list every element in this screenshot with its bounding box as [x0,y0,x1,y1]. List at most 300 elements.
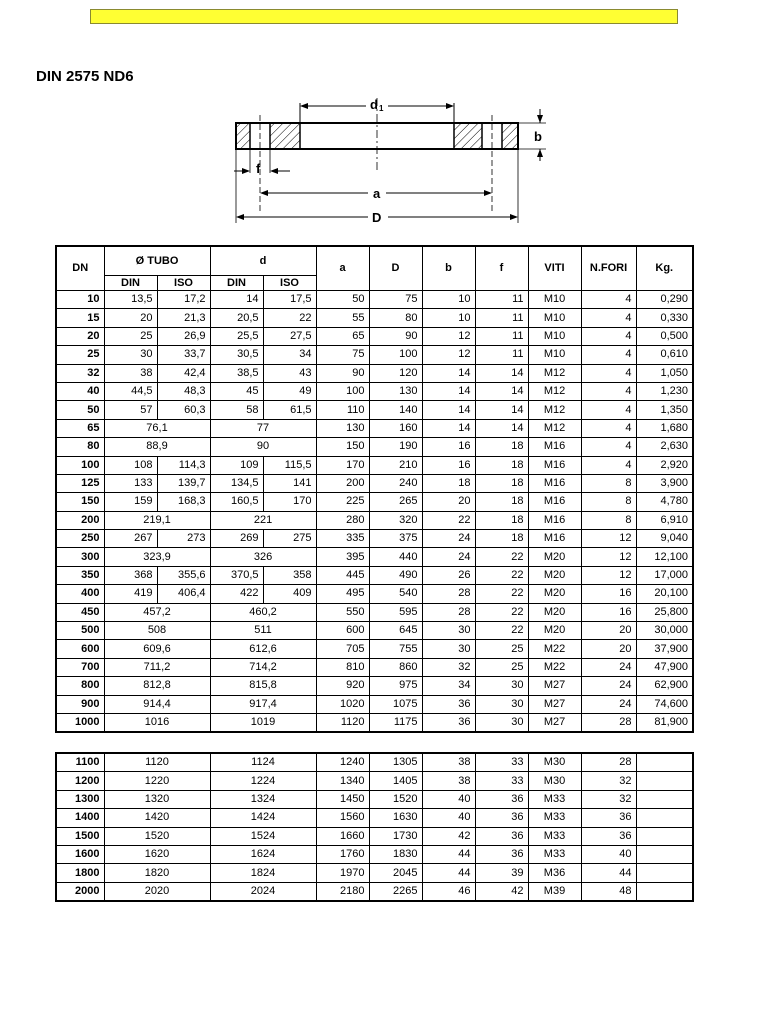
cell-f: 30 [475,713,528,732]
cell-tubo-iso: 273 [157,530,210,548]
cell-b: 28 [422,603,475,621]
cell-b: 32 [422,658,475,676]
cell-d: 221 [210,511,316,529]
label-f: f [256,161,261,176]
cell-f: 22 [475,603,528,621]
cell-b: 18 [422,474,475,492]
cell-d-iso: 358 [263,566,316,584]
header-d-din: DIN [210,276,263,291]
cell-b: 40 [422,790,475,808]
cell-a: 1560 [316,809,369,827]
cell-b: 44 [422,845,475,863]
cell-d-din: 20,5 [210,309,263,327]
cell-D: 140 [369,401,422,419]
cell-f: 36 [475,827,528,845]
cell-d: 1524 [210,827,316,845]
cell-dn: 200 [56,511,104,529]
header-D-outer: D [369,246,422,291]
cell-kg [636,790,693,808]
cell-D: 975 [369,677,422,695]
cell-a: 170 [316,456,369,474]
cell-D: 320 [369,511,422,529]
cell-f: 22 [475,622,528,640]
cell-f: 14 [475,419,528,437]
cell-f: 42 [475,882,528,901]
cell-a: 1340 [316,772,369,790]
cell-tubo-iso: 139,7 [157,474,210,492]
cell-dn: 50 [56,401,104,419]
cell-viti: M36 [528,864,581,882]
flange-section-left-outer [236,123,250,149]
cell-dn: 40 [56,382,104,400]
cell-tubo: 609,6 [104,640,210,658]
cell-nfori: 24 [581,677,636,695]
table-row [56,809,693,827]
header-tubo-din: DIN [104,276,157,291]
header-d-iso: ISO [263,276,316,291]
cell-kg: 47,900 [636,658,693,676]
cell-kg: 0,610 [636,346,693,364]
cell-nfori: 4 [581,456,636,474]
cell-tubo-din: 419 [104,585,157,603]
cell-D: 100 [369,346,422,364]
cell-f: 36 [475,790,528,808]
cell-viti: M20 [528,548,581,566]
cell-tubo: 323,9 [104,548,210,566]
label-d1-sub: 1 [379,104,384,113]
table-row [56,772,693,790]
cell-d: 1424 [210,809,316,827]
cell-d: 77 [210,419,316,437]
cell-kg: 74,600 [636,695,693,713]
cell-kg [636,882,693,901]
cell-D: 2045 [369,864,422,882]
cell-f: 36 [475,809,528,827]
cell-nfori: 36 [581,827,636,845]
cell-nfori: 8 [581,474,636,492]
cell-viti: M27 [528,677,581,695]
cell-D: 1630 [369,809,422,827]
table-row [56,622,693,640]
cell-viti: M20 [528,566,581,584]
cell-viti: M27 [528,695,581,713]
cell-f: 18 [475,530,528,548]
cell-d-din: 14 [210,291,263,309]
cell-kg [636,772,693,790]
cell-tubo-din: 13,5 [104,291,157,309]
cell-d-din: 58 [210,401,263,419]
cell-tubo-iso: 114,3 [157,456,210,474]
cell-tubo: 76,1 [104,419,210,437]
header-nfori: N.FORI [581,246,636,291]
cell-b: 14 [422,419,475,437]
cell-dn: 350 [56,566,104,584]
cell-a: 1450 [316,790,369,808]
cell-viti: M16 [528,493,581,511]
cell-nfori: 4 [581,438,636,456]
flange-dimensions-table [55,245,694,733]
table-row [56,493,693,511]
cell-dn: 2000 [56,882,104,901]
yellow-header-bar [90,9,678,24]
cell-D: 860 [369,658,422,676]
cell-b: 12 [422,327,475,345]
cell-d-din: 370,5 [210,566,263,584]
cell-f: 33 [475,772,528,790]
cell-d: 1824 [210,864,316,882]
table-row [56,695,693,713]
cell-nfori: 44 [581,864,636,882]
cell-a: 100 [316,382,369,400]
cell-kg: 30,000 [636,622,693,640]
cell-kg: 3,900 [636,474,693,492]
cell-b: 42 [422,827,475,845]
cell-a: 1660 [316,827,369,845]
cell-viti: M27 [528,713,581,732]
cell-d: 1324 [210,790,316,808]
cell-dn: 10 [56,291,104,309]
table-row [56,456,693,474]
cell-b: 44 [422,864,475,882]
cell-nfori: 20 [581,622,636,640]
cell-viti: M16 [528,511,581,529]
cell-kg: 6,910 [636,511,693,529]
cell-kg: 2,920 [636,456,693,474]
cell-d-iso: 49 [263,382,316,400]
cell-b: 30 [422,622,475,640]
cell-tubo-iso: 42,4 [157,364,210,382]
cell-nfori: 4 [581,327,636,345]
cell-d-din: 269 [210,530,263,548]
label-d1: d [370,97,378,112]
cell-nfori: 8 [581,511,636,529]
cell-kg: 20,100 [636,585,693,603]
cell-f: 11 [475,309,528,327]
cell-tubo-iso: 355,6 [157,566,210,584]
cell-b: 36 [422,713,475,732]
cell-f: 22 [475,585,528,603]
cell-tubo: 2020 [104,882,210,901]
cell-kg: 1,350 [636,401,693,419]
cell-tubo: 1016 [104,713,210,732]
cell-D: 120 [369,364,422,382]
cell-nfori: 40 [581,845,636,863]
header-viti: VITI [528,246,581,291]
flange-section-left-inner [270,123,300,149]
cell-tubo-din: 267 [104,530,157,548]
cell-b: 36 [422,695,475,713]
cell-kg: 1,230 [636,382,693,400]
cell-tubo: 1320 [104,790,210,808]
cell-f: 33 [475,753,528,772]
cell-a: 1020 [316,695,369,713]
cell-d-iso: 170 [263,493,316,511]
cell-kg: 12,100 [636,548,693,566]
cell-f: 14 [475,401,528,419]
cell-viti: M20 [528,585,581,603]
cell-d-iso: 43 [263,364,316,382]
cell-a: 1240 [316,753,369,772]
cell-viti: M33 [528,827,581,845]
cell-b: 14 [422,382,475,400]
cell-kg: 0,500 [636,327,693,345]
cell-b: 40 [422,809,475,827]
table-row [56,827,693,845]
cell-nfori: 12 [581,566,636,584]
table-row [56,419,693,437]
cell-nfori: 4 [581,401,636,419]
cell-nfori: 12 [581,548,636,566]
cell-d-iso: 27,5 [263,327,316,345]
cell-b: 14 [422,401,475,419]
cell-D: 440 [369,548,422,566]
cell-b: 28 [422,585,475,603]
cell-a: 920 [316,677,369,695]
cell-a: 90 [316,364,369,382]
cell-dn: 900 [56,695,104,713]
cell-a: 705 [316,640,369,658]
cell-d-din: 38,5 [210,364,263,382]
cell-D: 75 [369,291,422,309]
cell-tubo-iso: 168,3 [157,493,210,511]
table-row [56,864,693,882]
table-row [56,585,693,603]
table-row [56,566,693,584]
cell-nfori: 4 [581,346,636,364]
header-tubo: Ø TUBO [104,246,210,276]
cell-nfori: 16 [581,603,636,621]
cell-nfori: 24 [581,658,636,676]
cell-f: 11 [475,291,528,309]
cell-d: 1124 [210,753,316,772]
cell-tubo: 1520 [104,827,210,845]
cell-d-din: 109 [210,456,263,474]
cell-b: 24 [422,530,475,548]
cell-d: 2024 [210,882,316,901]
page-title: DIN 2575 ND6 [36,68,134,85]
cell-D: 1405 [369,772,422,790]
cell-viti: M12 [528,364,581,382]
cell-a: 1760 [316,845,369,863]
cell-viti: M10 [528,346,581,364]
cell-tubo: 457,2 [104,603,210,621]
cell-kg: 4,780 [636,493,693,511]
cell-viti: M10 [528,327,581,345]
cell-kg: 2,630 [636,438,693,456]
cell-tubo: 812,8 [104,677,210,695]
table-row [56,309,693,327]
cell-D: 645 [369,622,422,640]
table-row [56,753,693,772]
flange-drawing [228,93,558,228]
table-row [56,474,693,492]
cell-D: 190 [369,438,422,456]
cell-dn: 1500 [56,827,104,845]
cell-b: 46 [422,882,475,901]
cell-f: 11 [475,346,528,364]
cell-tubo-din: 133 [104,474,157,492]
flange-section-right-inner [454,123,482,149]
cell-a: 445 [316,566,369,584]
cell-a: 280 [316,511,369,529]
cell-tubo-iso: 21,3 [157,309,210,327]
cell-f: 30 [475,695,528,713]
cell-dn: 1100 [56,753,104,772]
cell-d-iso: 22 [263,309,316,327]
cell-dn: 20 [56,327,104,345]
cell-dn: 1300 [56,790,104,808]
table-row [56,291,693,309]
cell-f: 25 [475,640,528,658]
cell-viti: M16 [528,438,581,456]
cell-tubo-din: 57 [104,401,157,419]
cell-tubo: 711,2 [104,658,210,676]
cell-D: 375 [369,530,422,548]
label-b: b [534,129,542,144]
header-a: a [316,246,369,291]
table-row [56,438,693,456]
cell-dn: 400 [56,585,104,603]
cell-dn: 1400 [56,809,104,827]
cell-f: 39 [475,864,528,882]
cell-dn: 800 [56,677,104,695]
cell-kg [636,827,693,845]
cell-a: 110 [316,401,369,419]
cell-nfori: 32 [581,790,636,808]
cell-kg: 9,040 [636,530,693,548]
cell-a: 75 [316,346,369,364]
cell-a: 55 [316,309,369,327]
cell-viti: M12 [528,401,581,419]
cell-dn: 100 [56,456,104,474]
cell-dn: 65 [56,419,104,437]
table-row [56,845,693,863]
cell-dn: 150 [56,493,104,511]
cell-a: 550 [316,603,369,621]
cell-b: 10 [422,291,475,309]
cell-d-din: 134,5 [210,474,263,492]
cell-d: 1019 [210,713,316,732]
cell-dn: 600 [56,640,104,658]
cell-b: 38 [422,753,475,772]
cell-dn: 300 [56,548,104,566]
cell-b: 22 [422,511,475,529]
header-kg: Kg. [636,246,693,291]
table-row [56,882,693,901]
cell-d: 714,2 [210,658,316,676]
header-f: f [475,246,528,291]
table-row [56,364,693,382]
cell-D: 2265 [369,882,422,901]
cell-viti: M20 [528,622,581,640]
cell-kg: 0,330 [636,309,693,327]
cell-dn: 80 [56,438,104,456]
cell-d-din: 45 [210,382,263,400]
cell-tubo-din: 30 [104,346,157,364]
cell-dn: 500 [56,622,104,640]
cell-b: 10 [422,309,475,327]
cell-d: 612,6 [210,640,316,658]
cell-a: 130 [316,419,369,437]
cell-D: 130 [369,382,422,400]
cell-D: 1830 [369,845,422,863]
cell-dn: 32 [56,364,104,382]
cell-b: 14 [422,364,475,382]
cell-viti: M16 [528,530,581,548]
cell-D: 210 [369,456,422,474]
cell-nfori: 16 [581,585,636,603]
cell-kg [636,809,693,827]
table-body-extended [56,753,693,901]
cell-nfori: 32 [581,772,636,790]
cell-f: 18 [475,493,528,511]
table-row [56,401,693,419]
cell-D: 240 [369,474,422,492]
cell-d-din: 30,5 [210,346,263,364]
cell-nfori: 48 [581,882,636,901]
cell-f: 30 [475,677,528,695]
cell-b: 16 [422,438,475,456]
cell-nfori: 20 [581,640,636,658]
cell-f: 18 [475,438,528,456]
cell-D: 1305 [369,753,422,772]
table-row [56,382,693,400]
cell-nfori: 24 [581,695,636,713]
cell-d: 90 [210,438,316,456]
cell-a: 65 [316,327,369,345]
cell-d-din: 25,5 [210,327,263,345]
cell-D: 265 [369,493,422,511]
cell-f: 18 [475,474,528,492]
cell-a: 335 [316,530,369,548]
cell-tubo: 219,1 [104,511,210,529]
cell-nfori: 4 [581,382,636,400]
cell-dn: 15 [56,309,104,327]
cell-dn: 250 [56,530,104,548]
cell-viti: M22 [528,658,581,676]
cell-d-din: 160,5 [210,493,263,511]
cell-a: 495 [316,585,369,603]
cell-D: 490 [369,566,422,584]
cell-d: 917,4 [210,695,316,713]
cell-tubo: 1820 [104,864,210,882]
cell-f: 36 [475,845,528,863]
cell-f: 11 [475,327,528,345]
cell-a: 150 [316,438,369,456]
cell-kg: 1,680 [636,419,693,437]
cell-f: 18 [475,456,528,474]
table-row [56,677,693,695]
cell-d: 460,2 [210,603,316,621]
table-row [56,640,693,658]
cell-dn: 1000 [56,713,104,732]
cell-viti: M39 [528,882,581,901]
cell-tubo-din: 44,5 [104,382,157,400]
table-row [56,658,693,676]
cell-b: 26 [422,566,475,584]
cell-a: 600 [316,622,369,640]
cell-nfori: 4 [581,364,636,382]
cell-tubo-iso: 26,9 [157,327,210,345]
cell-tubo-iso: 33,7 [157,346,210,364]
cell-D: 1075 [369,695,422,713]
cell-f: 22 [475,566,528,584]
table-row [56,530,693,548]
header-b: b [422,246,475,291]
cell-viti: M20 [528,603,581,621]
cell-d-iso: 115,5 [263,456,316,474]
cell-kg: 25,800 [636,603,693,621]
